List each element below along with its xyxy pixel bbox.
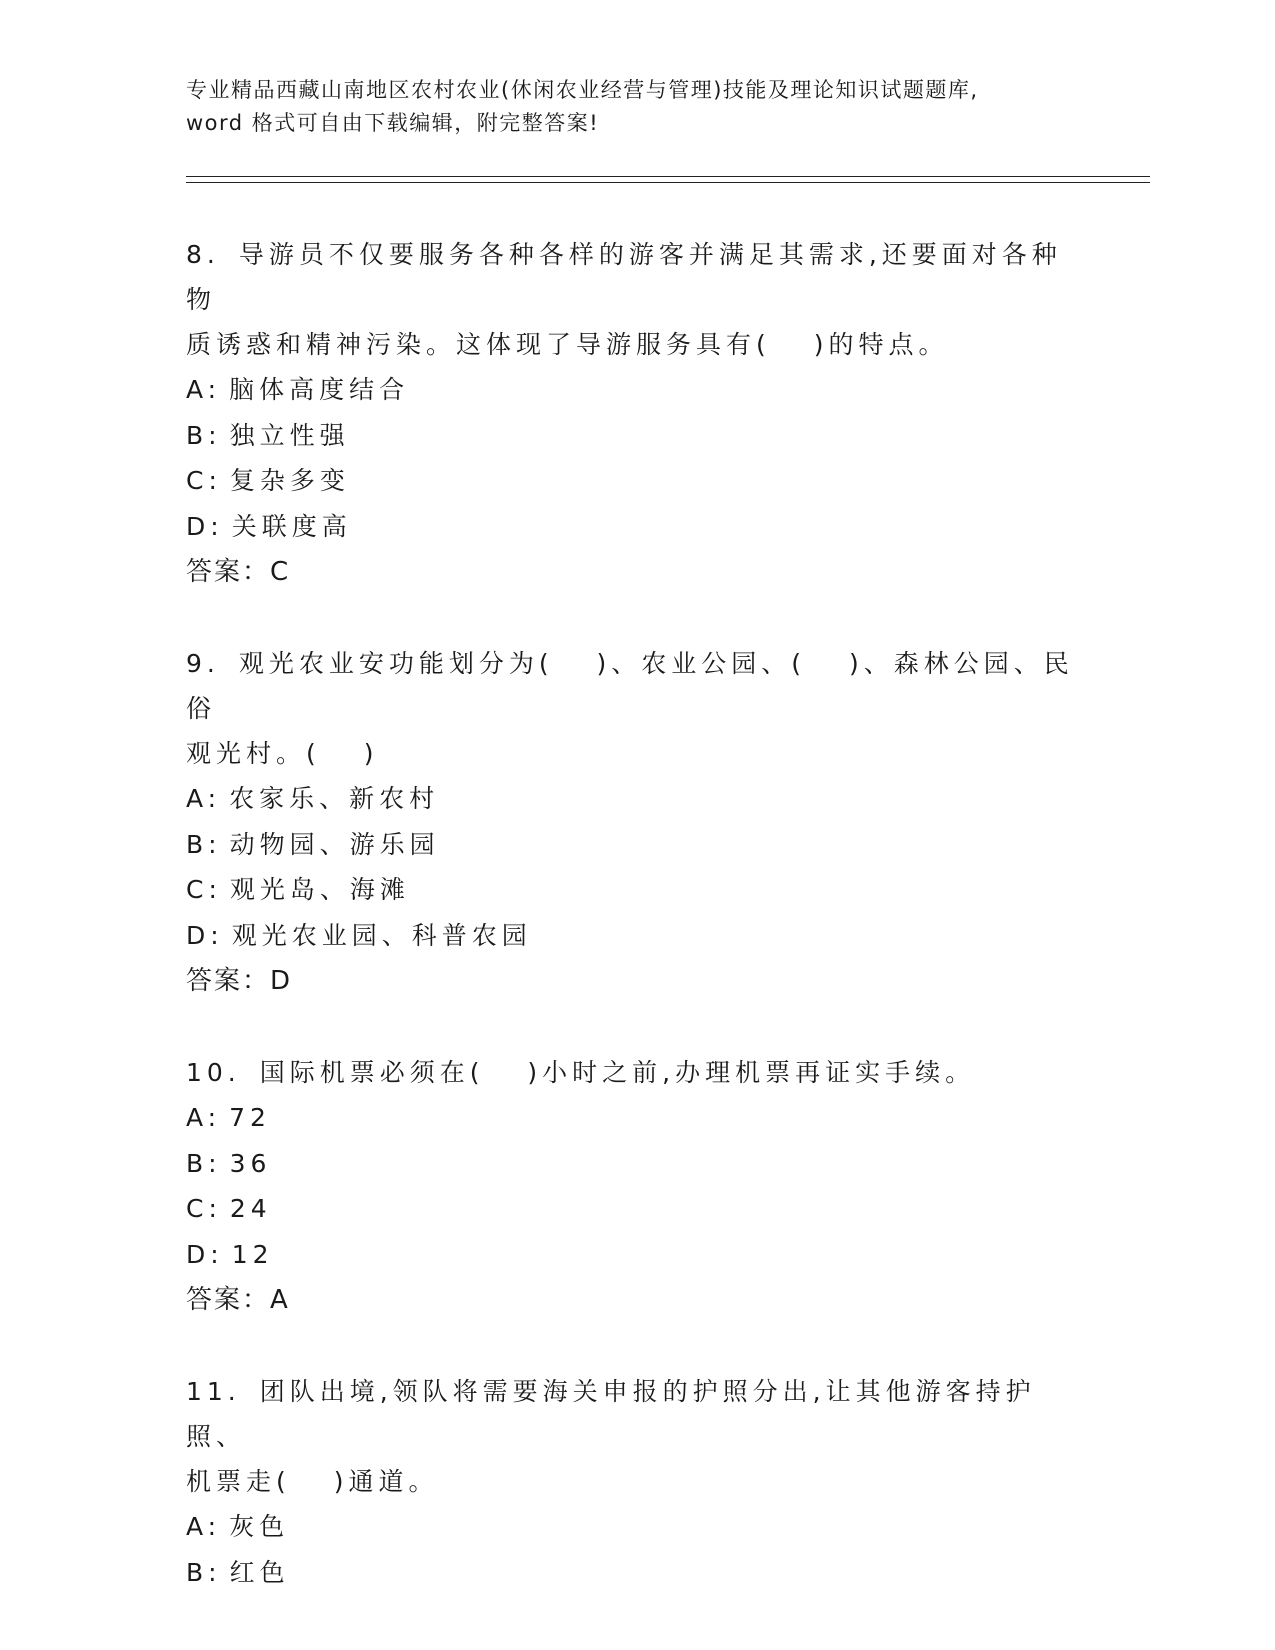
option-text: 脑体高度结合 [229,375,410,404]
header-divider-top [186,176,1150,177]
answer-value: A [270,1285,290,1315]
option-key: D: [186,920,224,950]
option-key: B: [186,1148,222,1178]
option-b [186,822,1086,868]
question-number: 8. [186,240,220,269]
option-c [186,1186,1086,1232]
option-a [186,367,1086,413]
answer-value: C [270,557,291,587]
option-text: 关联度高 [231,511,352,541]
option-text: 农家乐、新农村 [229,784,440,813]
option-key: D: [186,1239,224,1269]
question-number: 10. [186,1058,241,1087]
question-stem-line-2: 机票走( )通道。 [186,1467,439,1496]
option-text: 24 [229,1194,272,1223]
option-a [186,1504,1086,1550]
option-key: C: [186,466,222,495]
option-key: A: [186,1103,222,1132]
question-list [186,232,1086,1641]
question-9 [186,641,1086,1004]
option-text: 复杂多变 [229,466,350,495]
answer-line [186,958,1086,1004]
option-d [186,504,1086,550]
option-b [186,1550,1086,1596]
option-key: C: [186,875,222,904]
option-d [186,913,1086,959]
answer-label: 答案： [186,557,271,587]
option-text: 红色 [229,1557,290,1587]
option-text: 动物园、游乐园 [229,829,440,859]
option-text: 灰色 [229,1512,290,1541]
option-key: C: [186,1194,222,1223]
option-d [186,1232,1086,1278]
option-c [186,458,1086,504]
answer-value: D [270,966,293,996]
question-10 [186,1050,1086,1323]
question-stem-line-1: 团队出境,领队将需要海关申报的护照分出,让其他游客持护照、 [186,1377,1036,1451]
option-c [186,867,1086,913]
header-line-2: word 格式可自由下载编辑，附完整答案! [186,111,600,135]
question-stem-line-1: 观光农业安功能划分为( )、农业公园、( )、森林公园、民俗 [186,649,1074,723]
option-text: 独立性强 [229,420,350,450]
option-key: B: [186,420,222,450]
question-stem-line-2: 质诱惑和精神污染。这体现了导游服务具有( )的特点。 [186,330,949,359]
answer-line [186,1277,1086,1323]
question-stem-line-1: 导游员不仅要服务各种各样的游客并满足其需求,还要面对各种物 [186,240,1062,314]
option-text: 72 [229,1103,271,1132]
option-key: B: [186,829,222,859]
question-stem-line-1: 国际机票必须在( )小时之前,办理机票再证实手续。 [259,1058,976,1087]
option-text: 12 [231,1239,274,1269]
option-b [186,1141,1086,1187]
answer-line [186,549,1086,595]
option-key: A: [186,375,222,404]
answer-label: 答案： [186,966,271,996]
header-divider-bottom [186,182,1150,183]
question-11 [186,1369,1086,1595]
option-key: A: [186,784,222,813]
question-stem-line-2: 观光村。( ) [186,739,379,768]
option-key: B: [186,1557,222,1587]
option-text: 观光岛、海滩 [229,875,410,904]
option-a [186,1095,1086,1141]
document-header [186,74,1086,140]
header-line-1: 专业精品西藏山南地区农村农业(休闲农业经营与管理)技能及理论知识试题题库, [186,78,979,102]
question-8 [186,232,1086,595]
option-key: D: [186,511,224,541]
question-stem [186,1050,1086,1095]
question-number: 9. [186,649,220,678]
question-stem [186,641,1086,776]
option-b [186,413,1086,459]
answer-label: 答案： [186,1285,271,1315]
question-stem [186,232,1086,367]
option-key: A: [186,1512,222,1541]
question-stem [186,1369,1086,1504]
question-number: 11. [186,1377,241,1406]
option-a [186,776,1086,822]
option-text: 观光农业园、科普农园 [231,920,532,950]
option-text: 36 [229,1148,272,1178]
